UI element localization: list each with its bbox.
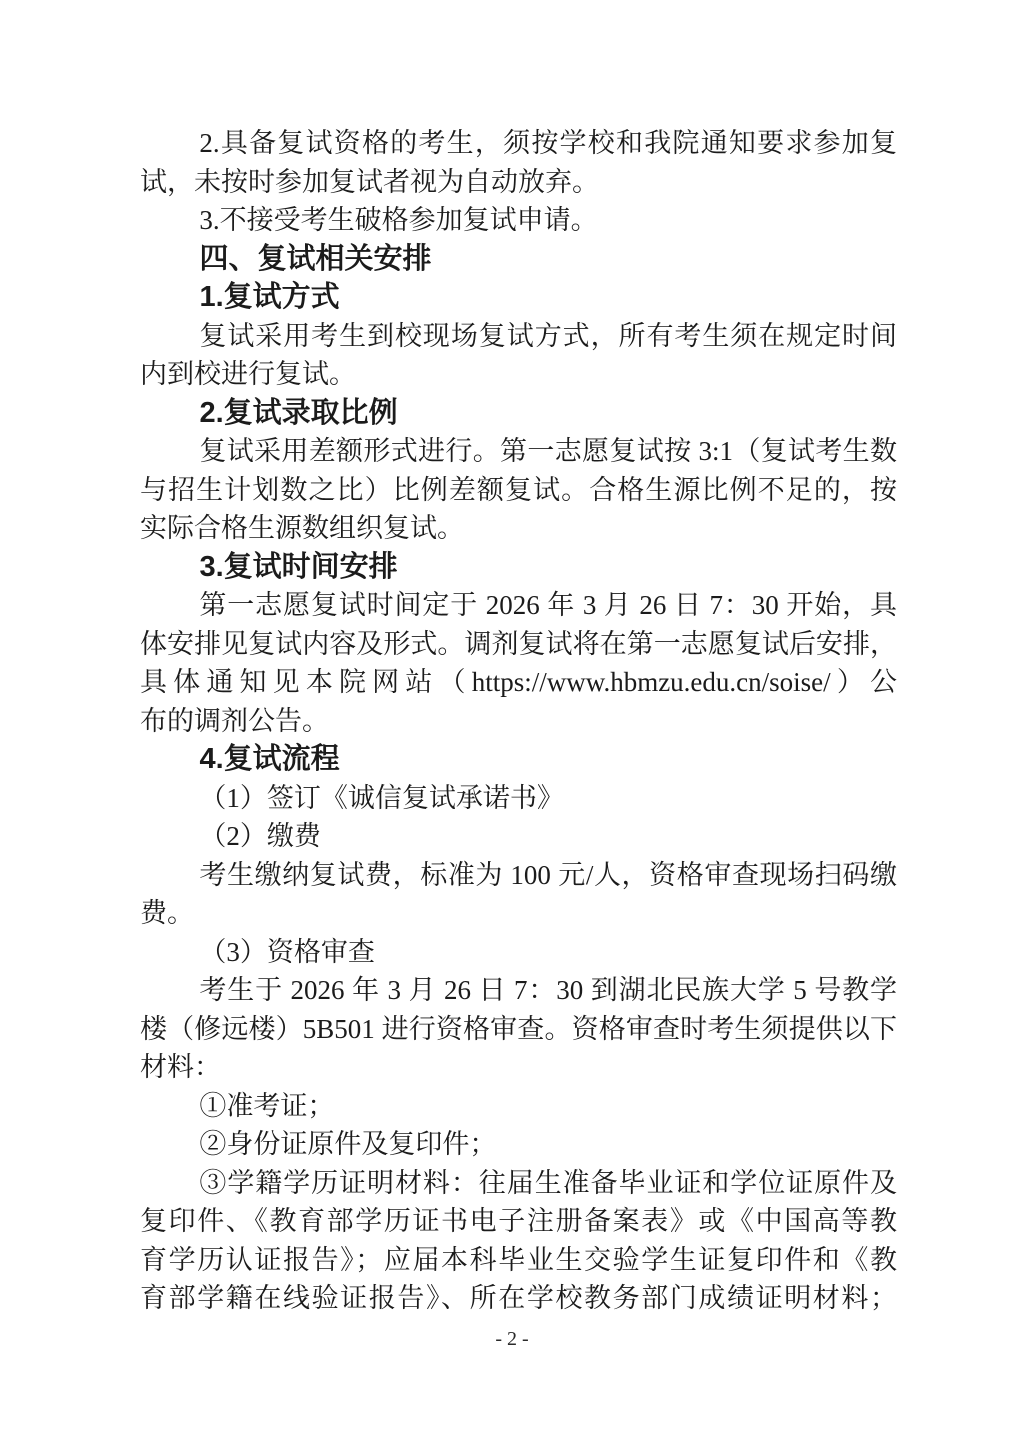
text-line: 楼（修远楼）5B501 进行资格审查。资格审查时考生须提供以下 <box>140 1013 897 1044</box>
section-heading: 1.复试方式 <box>199 281 340 313</box>
text-line: 与招生计划数之比）比例差额复试。合格生源比例不足的，按 <box>140 474 897 505</box>
text-line: （2）缴费 <box>199 821 321 851</box>
text-line: （1）签订《诚信复试承诺书》 <box>199 782 564 813</box>
section-heading: 四、复试相关安排 <box>199 242 432 275</box>
text-line: 复试采用考生到校现场复试方式，所有考生须在规定时间 <box>199 320 897 351</box>
text-line: 内到校进行复试。 <box>140 359 356 389</box>
text-line: ②身份证原件及复印件； <box>199 1129 497 1159</box>
text-line: 2.具备复试资格的考生，须按学校和我院通知要求参加复 <box>199 128 897 158</box>
text-line: 试，未按时参加复试者视为自动放弃。 <box>140 166 599 197</box>
text-line: 育学历认证报告》；应届本科毕业生交验学生证复印件和《教 <box>140 1244 897 1275</box>
page-number: - 2 - <box>495 1328 529 1350</box>
text-line: 布的调剂公告。 <box>140 705 329 736</box>
text-line: 复印件、《教育部学历证书电子注册备案表》或《中国高等教 <box>140 1206 897 1236</box>
text-line: ③学籍学历证明材料：往届生准备毕业证和学位证原件及 <box>199 1167 897 1198</box>
text-line: 3.不接受考生破格参加复试申请。 <box>199 205 598 235</box>
section-heading: 3.复试时间安排 <box>199 550 398 583</box>
text-line: 材料： <box>140 1052 221 1082</box>
document-body <box>140 124 897 1318</box>
text-line: ①准考证； <box>199 1090 335 1121</box>
section-heading: 2.复试录取比例 <box>199 396 398 429</box>
text-line: 费。 <box>140 898 194 928</box>
text-line: 第一志愿复试时间定于 2026 年 3 月 26 日 7：30 开始，具 <box>199 590 897 620</box>
text-line: 体安排见复试内容及形式。调剂复试将在第一志愿复试后安排， <box>140 628 897 659</box>
section-heading: 4.复试流程 <box>199 743 340 775</box>
text-line: 复试采用差额形式进行。第一志愿复试按 3:1（复试考生数 <box>199 436 897 466</box>
text-line: 考生缴纳复试费，标准为 100 元/人，资格审查现场扫码缴 <box>199 859 897 890</box>
text-line: 育部学籍在线验证报告》、所在学校教务部门成绩证明材料； <box>140 1283 897 1313</box>
text-line: 考生于 2026 年 3 月 26 日 7：30 到湖北民族大学 5 号教学 <box>199 975 897 1005</box>
text-line: （3）资格审查 <box>199 936 375 967</box>
text-line: 具体通知见本院网站（https://www.hbmzu.edu.cn/soise/）公 <box>140 667 897 697</box>
text-line: 实际合格生源数组织复试。 <box>140 513 464 543</box>
